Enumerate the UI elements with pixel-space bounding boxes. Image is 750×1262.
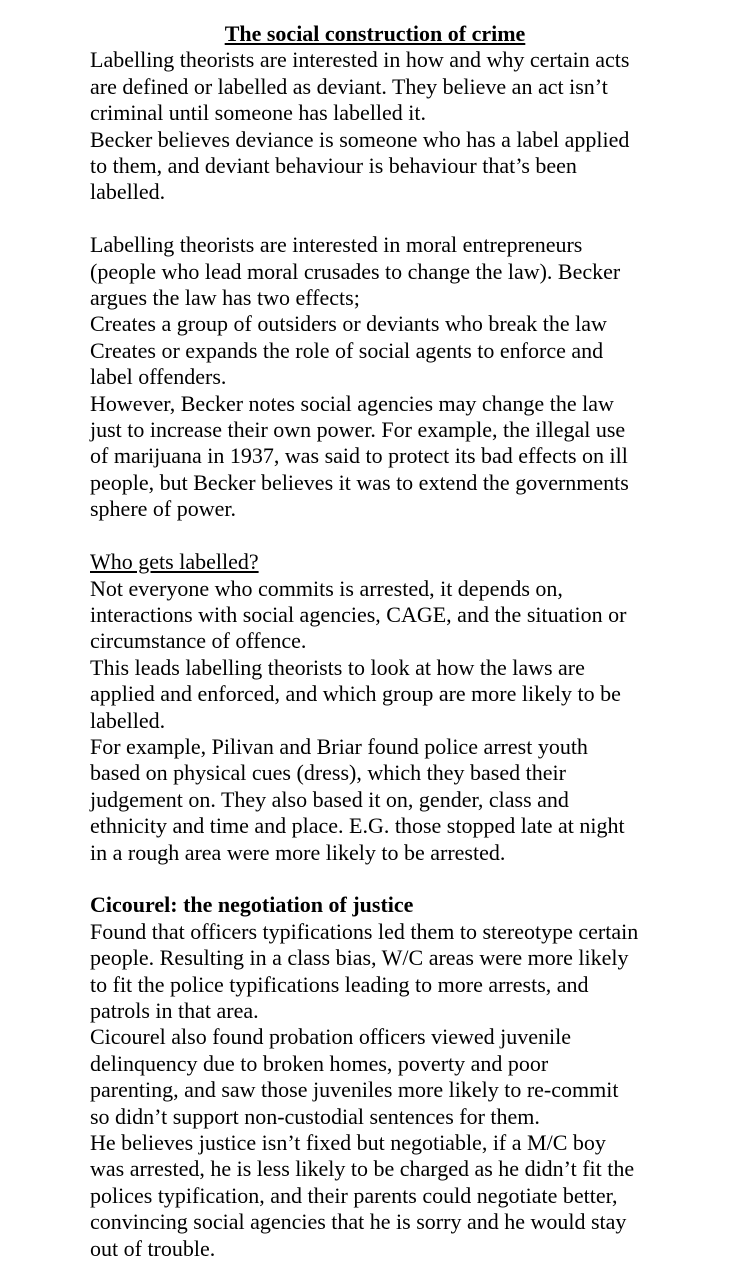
text-line: argues the law has two effects; [90,285,360,311]
text-line: parenting, and saw those juveniles more likely to re-commit [90,1077,619,1103]
text-line: Labelling theorists are interested in how and why certain acts [90,47,630,73]
text-line: judgement on. They also based it on, gender, class and [90,786,569,812]
section-heading-who-gets-labelled: Who gets labelled? [90,549,259,575]
text-line: are defined or labelled as deviant. They believe an act isn’t [90,73,608,99]
text-line: polices typification, and their parents could negotiate better, [90,1182,618,1208]
text-line: (people who lead moral crusades to change the law). Becker [90,258,621,284]
text-line: However, Becker notes social agencies may change the law [90,390,614,416]
text-line: Creates or expands the role of social agents to enforce and [90,337,604,363]
text-line: based on physical cues (dress), which they based their [90,760,566,786]
text-line: He believes justice isn’t fixed but negotiable, if a M/C boy [90,1130,606,1156]
text-line: so didn’t support non-custodial sentences for them. [90,1103,540,1129]
text-line: applied and enforced, and which group are more likely to be [90,681,621,707]
text-line: people, but Becker believes it was to extend the governments [90,469,629,495]
text-line: people. Resulting in a class bias, W/C areas were more likely [90,945,629,971]
text-line: was arrested, he is less likely to be charged as he didn’t fit the [90,1156,635,1182]
text-line: of marijuana in 1937, was said to protect its bad effects on ill [90,443,628,469]
text-line: patrols in that area. [90,997,259,1023]
text-line: labelled. [90,707,166,733]
page-title: The social construction of crime [224,21,526,46]
text-line: out of trouble. [90,1235,216,1261]
text-line: in a rough area were more likely to be arrested. [90,839,506,865]
text-line: criminal until someone has labelled it. [90,100,427,126]
text-line: Not everyone who commits is arrested, it depends on, [90,575,563,601]
text-line: For example, Pilivan and Briar found police arrest youth [90,733,588,759]
section-moral-entrepreneurs [90,232,660,522]
text-line: Found that officers typifications led them to stereotype certain [90,918,639,944]
text-line: label offenders. [90,364,227,390]
section-cicourel [90,892,660,1262]
text-line: to them, and deviant behaviour is behaviour that’s been [90,153,577,179]
text-line: circumstance of offence. [90,628,307,654]
text-line: Creates a group of outsiders or deviants who break the law [90,311,607,337]
text-line: This leads labelling theorists to look at how the laws are [90,654,585,680]
section-labelling-intro [90,47,660,205]
section-heading-cicourel: Cicourel: the negotiation of justice [90,892,414,918]
text-line: to fit the police typifications leading to more arrests, and [90,971,589,997]
text-line: interactions with social agencies, CAGE, and the situation or [90,601,627,627]
text-line: labelled. [90,179,166,205]
text-line: Cicourel also found probation officers viewed juvenile [90,1024,572,1050]
text-line: Labelling theorists are interested in moral entrepreneurs [90,232,583,258]
text-line: delinquency due to broken homes, poverty and poor [90,1050,549,1076]
text-line: ethnicity and time and place. E.G. those stopped late at night [90,813,625,839]
text-line: sphere of power. [90,496,237,522]
section-who-gets-labelled [90,549,660,866]
text-line: just to increase their own power. For example, the illegal use [90,417,626,443]
text-line: Becker believes deviance is someone who has a label applied [90,126,630,152]
text-line: convincing social agencies that he is sorry and he would stay [90,1209,627,1235]
